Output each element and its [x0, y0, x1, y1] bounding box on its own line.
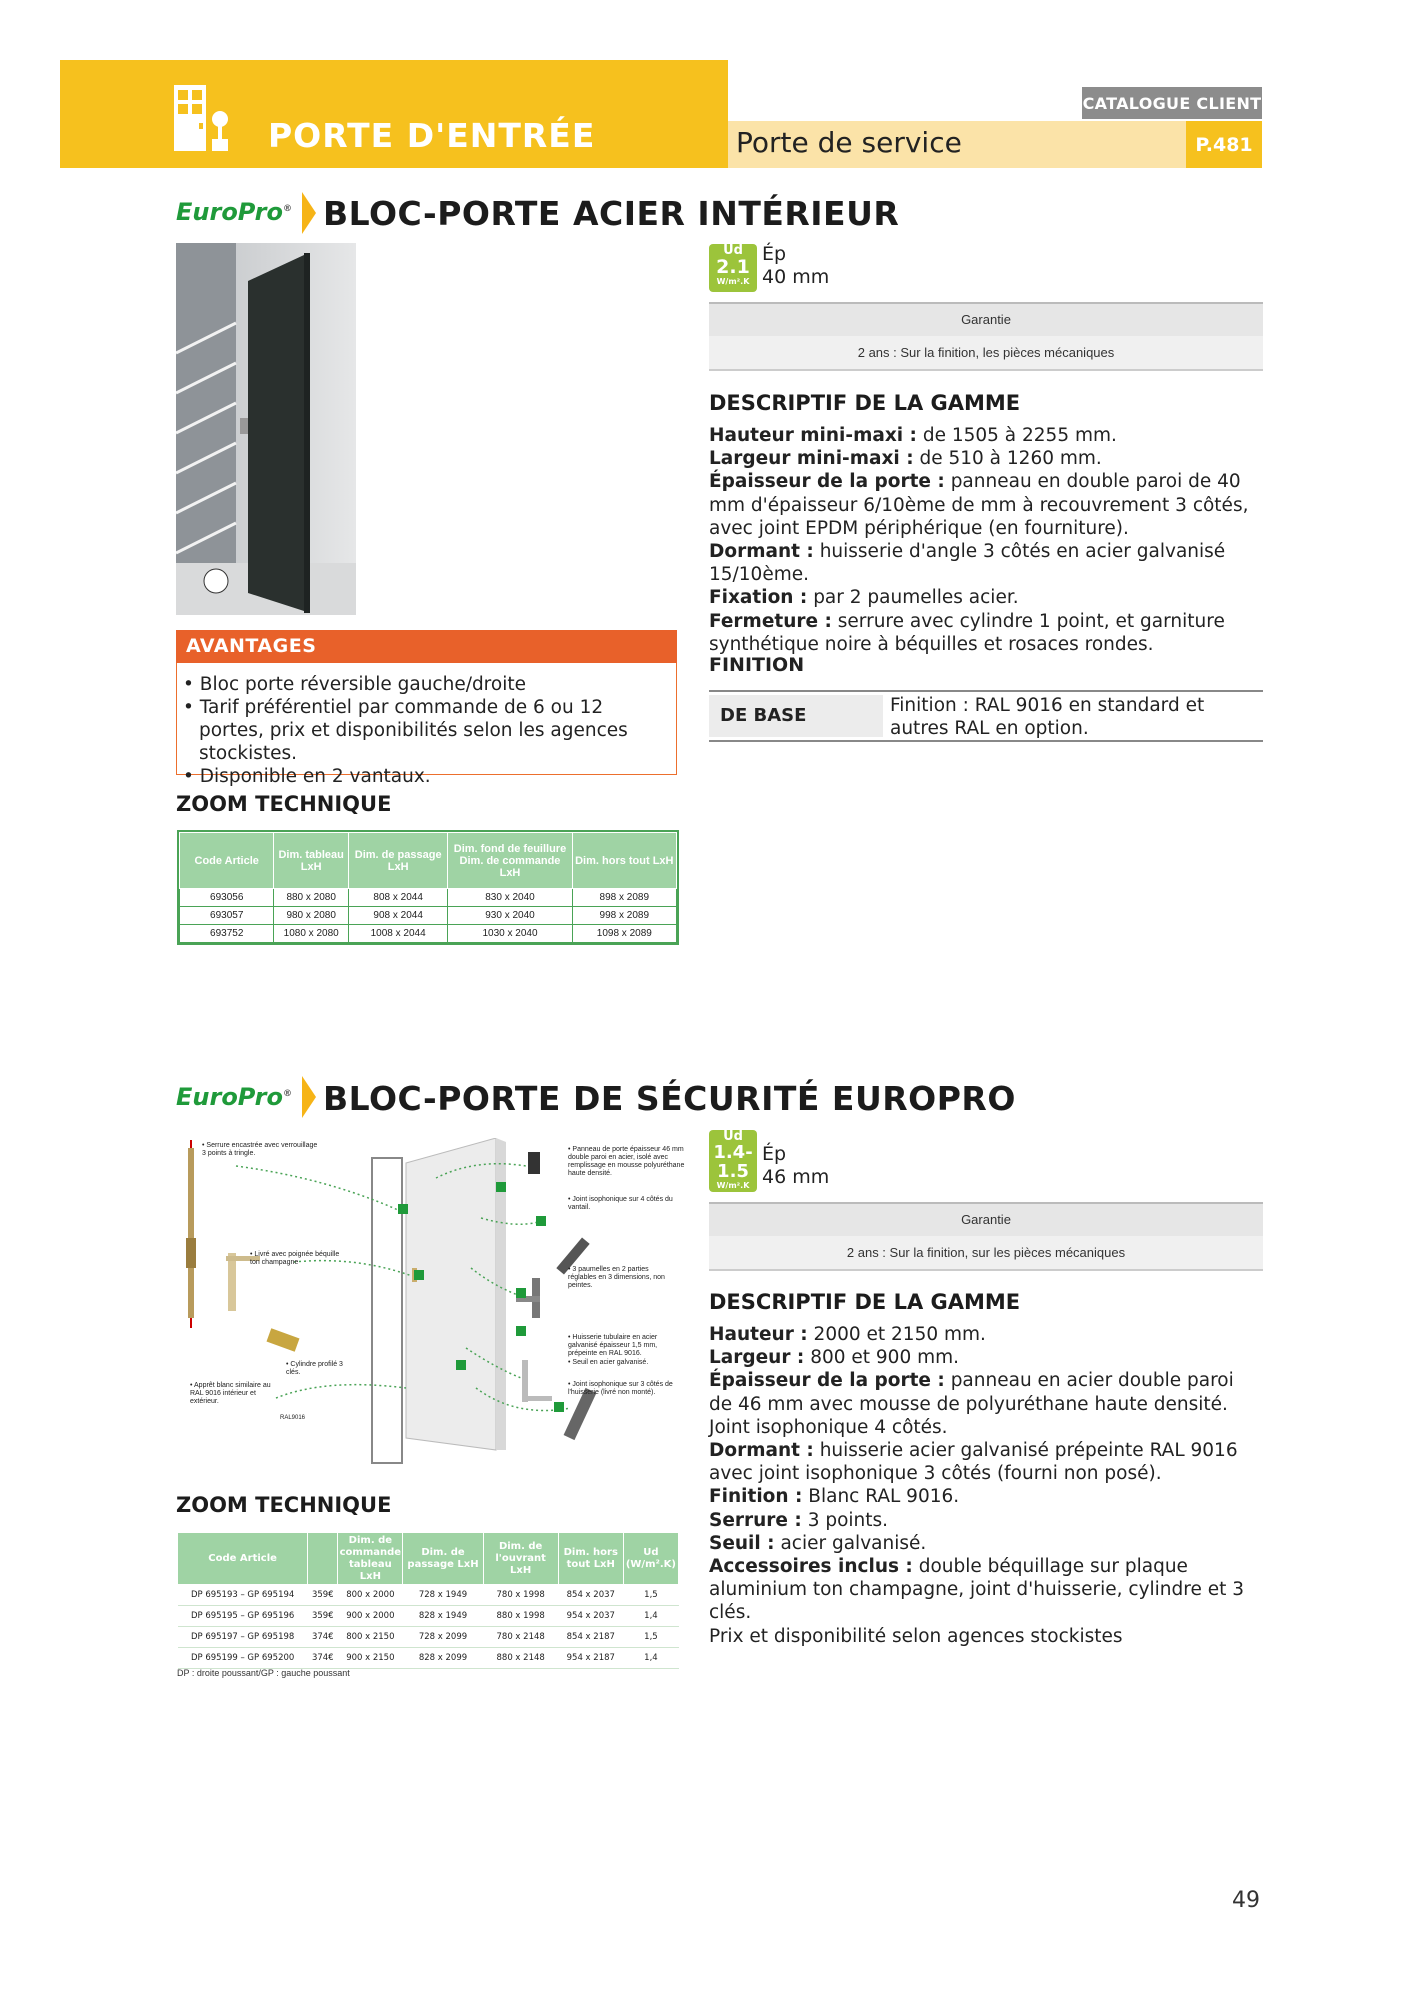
diagram-label: • Cylindre profilé 3 clés. [286, 1361, 343, 1376]
technical-table [177, 1532, 679, 1669]
diagram-label: • Livré avec poignée béquille ton champagne [250, 1251, 340, 1266]
list-item: • Bloc porte réversible gauche/droite [183, 673, 668, 696]
diagram-drawing [176, 1138, 686, 1478]
door-icon [174, 85, 234, 155]
table-row: 693057 980 x 2080 908 x 2044 930 x 2040 998 x 2089 [180, 907, 677, 925]
table-row: 693752 1080 x 2080 1008 x 2044 1030 x 2040 1098 x 2089 [180, 925, 677, 943]
table-note: DP : droite poussant/GP : gauche poussant [177, 1668, 350, 1678]
page-number: 49 [1232, 1888, 1260, 1913]
chevron-icon [302, 1076, 316, 1118]
finish-label: DE BASE [709, 695, 883, 737]
diagram-label: • Huisserie tubulaire en acier galvanisé épaisseur 1,5 mm, prépeinte en RAL 9016. [568, 1334, 658, 1357]
product-photo [176, 243, 356, 615]
diagram-label: • Apprêt blanc similaire au RAL 9016 intérieur et extérieur. [190, 1382, 271, 1405]
diagram-label: • Joint isophonique sur 4 côtés du vantail. [568, 1196, 673, 1211]
diagram-label: • Serrure encastrée avec verrouillage 3 points à tringle. [202, 1142, 318, 1157]
technical-table [177, 830, 679, 945]
table-header: Dim. de passage LxH [403, 1533, 483, 1585]
advantages-heading: AVANTAGES [176, 630, 677, 663]
table-row: DP 695197 – GP 695198 374€ 800 x 2150 728 x 2099 780 x 2148 854 x 2187 1,5 [178, 1627, 679, 1648]
list-item: • Disponible en 2 vantaux. [183, 765, 668, 788]
diagram-label: • Panneau de porte épaisseur 46 mm double paroi en acier, isolé avec remplissage en mousse polyuréthane haute densité. [568, 1146, 685, 1177]
page-reference: P.481 [1186, 121, 1262, 168]
thickness-info: Ép 40 mm [762, 243, 830, 288]
guarantee-header: Garantie [709, 1202, 1263, 1236]
table-header: Code Article [178, 1533, 308, 1585]
guarantee-header: Garantie [709, 302, 1263, 336]
diagram-label: • 3 paumelles en 2 parties réglables en 3 dimensions, non peintes. [568, 1266, 665, 1289]
page-subtitle: Porte de service [736, 126, 962, 159]
security-door-diagram [176, 1138, 686, 1478]
ud-badge: Ud 1.4- 1.5 W/m².K [709, 1130, 757, 1192]
table-header: Dim. de l'ouvrant LxH [483, 1533, 558, 1585]
section-title: BLOC-PORTE DE SÉCURITÉ EUROPRO [323, 1079, 1016, 1118]
range-description: Hauteur : 2000 et 2150 mm. Largeur : 800 et 900 mm. Épaisseur de la porte : panneau en acier double paroi de 46 mm avec mousse de polyuréthane haute densité. Joint isophonique 4 côtés. Dormant : huisserie acier galvanisé prépeinte RAL 9016 avec joint isophonique 3 côtés (fourni non posé). Finition : Blanc RAL 9016. Serrure : 3 points. Seuil : acier galvanisé. Accessoires inclus : double béquillage sur plaque aluminium ton champagne, joint d'huisserie, cylindre et 3 clés. Prix et disponibilité selon agences stockistes [709, 1324, 1245, 1647]
page-title: PORTE D'ENTRÉE [268, 116, 596, 155]
list-item: • Tarif préférentiel par commande de 6 ou 12 portes, prix et disponibilités selon les agences stockistes. [183, 696, 668, 765]
finish-heading: FINITION [709, 654, 805, 676]
table-header [308, 1533, 338, 1585]
table-header: Code Article [180, 833, 274, 889]
finish-row [709, 690, 1263, 742]
europro-logo: EuroPro® [176, 198, 292, 226]
table-header: Dim. de passage LxH [348, 833, 447, 889]
zoom-technique-heading: ZOOM TECHNIQUE [176, 792, 392, 816]
finish-value: Finition : RAL 9016 en standard et autres RAL en option. [890, 695, 1205, 739]
table-header: Ud (W/m².K) [623, 1533, 678, 1585]
table-row: DP 695195 – GP 695196 359€ 900 x 2000 828 x 1949 880 x 1998 954 x 2037 1,4 [178, 1606, 679, 1627]
ud-badge: Ud 2.1 W/m².K [709, 244, 757, 292]
table-header: Dim. tableau LxH [274, 833, 349, 889]
diagram-label: • Seuil en acier galvanisé. [568, 1359, 649, 1366]
table-header: Dim. fond de feuillure Dim. de commande LxH [448, 833, 572, 889]
guarantee-value: 2 ans : Sur la finition, les pièces mécaniques [709, 336, 1263, 371]
table-header: Dim. hors tout LxH [558, 1533, 623, 1585]
range-description-heading: DESCRIPTIF DE LA GAMME [709, 391, 1021, 415]
table-header: Dim. de commande tableau LxH [338, 1533, 403, 1585]
thickness-info: Ép 46 mm [762, 1143, 830, 1188]
range-description: Hauteur mini-maxi : de 1505 à 2255 mm. Largeur mini-maxi : de 510 à 1260 mm. Épaisseur de la porte : panneau en double paroi de 40 mm d'épaisseur 6/10ème de mm à recouvrement 3 côtés, avec joint EPDM périphérique (en fourniture). Dormant : huisserie d'angle 3 côtés en acier galvanisé 15/10ème. Fixation : par 2 paumelles acier. Fermeture : serrure avec cylindre 1 point, et garniture synthétique noire à béquilles et rosaces rondes. [709, 425, 1249, 655]
zoom-technique-heading: ZOOM TECHNIQUE [176, 1493, 392, 1517]
table-header: Dim. hors tout LxH [572, 833, 676, 889]
table-row: DP 695193 – GP 695194 359€ 800 x 2000 728 x 1949 780 x 1998 854 x 2037 1,5 [178, 1585, 679, 1606]
range-description-heading: DESCRIPTIF DE LA GAMME [709, 1290, 1021, 1314]
diagram-label: • Joint isophonique sur 3 côtés de l'huisserie (livré non monté). [568, 1381, 673, 1396]
section-title: BLOC-PORTE ACIER INTÉRIEUR [323, 194, 900, 233]
table-row: DP 695199 – GP 695200 374€ 900 x 2150 828 x 2099 880 x 2148 954 x 2187 1,4 [178, 1648, 679, 1669]
advantages-list [183, 673, 668, 788]
table-row: 693056 880 x 2080 808 x 2044 830 x 2040 898 x 2089 [180, 889, 677, 907]
diagram-label: RAL9016 [280, 1415, 306, 1421]
catalogue-badge: CATALOGUE CLIENT [1082, 87, 1262, 119]
chevron-icon [302, 192, 316, 234]
guarantee-value: 2 ans : Sur la finition, sur les pièces mécaniques [709, 1236, 1263, 1271]
europro-logo: EuroPro® [176, 1083, 292, 1111]
